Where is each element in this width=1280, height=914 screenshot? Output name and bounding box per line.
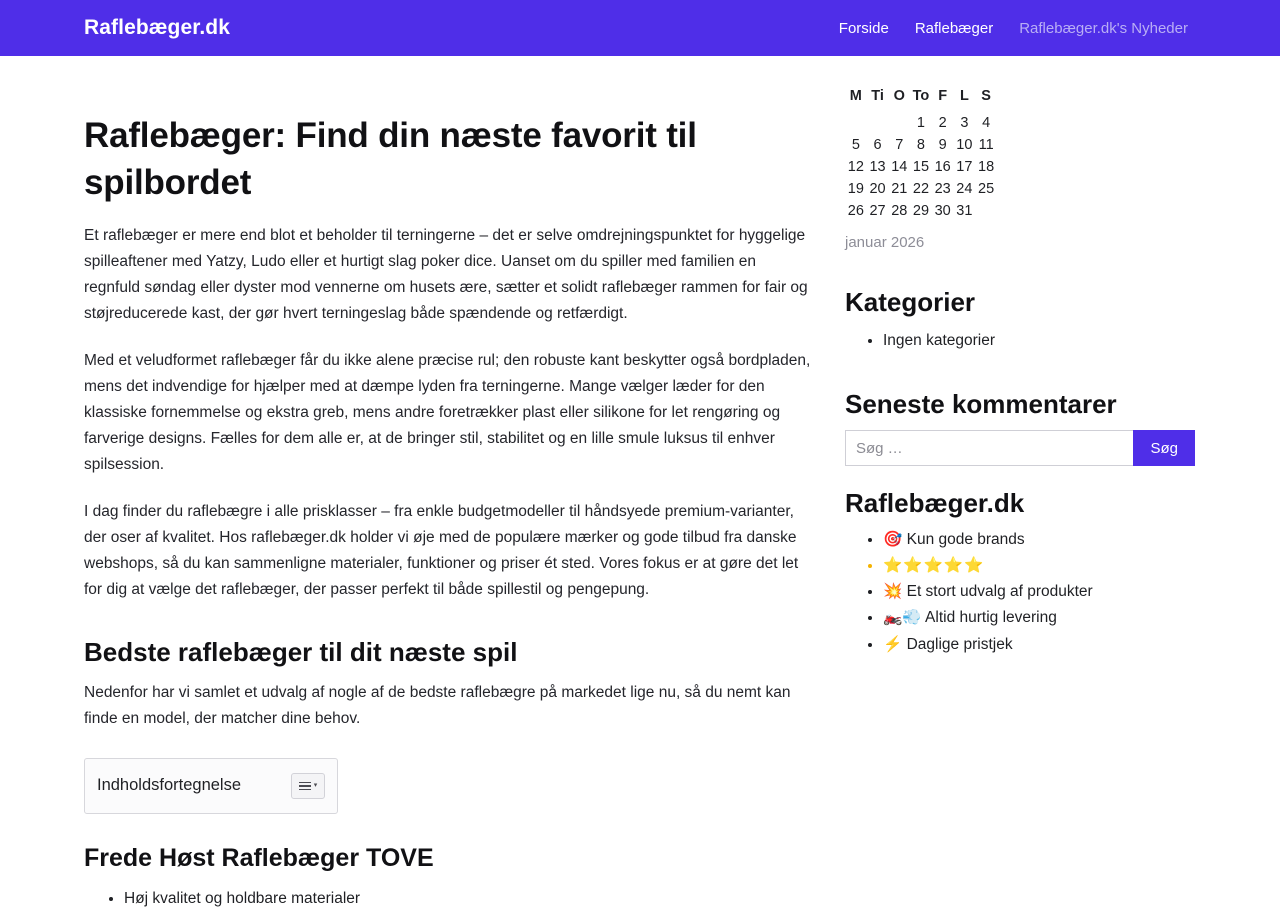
calendar-table [845,86,997,222]
calendar-day: 1 [916,115,925,131]
section-heading-bedste: Bedste raflebæger til dit næste spil [84,636,518,667]
search-button[interactable]: Søg [1133,430,1195,466]
calendar-day: 31 [956,203,973,219]
calendar-week-row [845,200,997,222]
list-item: • 🏍️💨 Altid hurtig levering [883,605,1195,630]
site-header [0,0,1280,56]
site-brand-link[interactable]: Raflebæger.dk [84,16,231,39]
list-item: • ⚡ Daglige pristjek [883,632,1195,657]
calendar-day: 21 [891,181,908,197]
calendar-weekday: To [912,88,930,104]
calendar-day: 19 [847,181,864,197]
calendar-day: 23 [934,181,951,197]
calendar-widget [845,86,1195,251]
widget-title-kategorier: Kategorier [845,287,976,317]
calendar-weekday: Ti [871,88,884,104]
calendar-day: 24 [956,181,973,197]
list-item: • 💥 Et stort udvalg af produkter [883,579,1195,604]
usp-list [845,527,1195,657]
calendar-day: 2 [938,115,947,131]
calendar-day: 17 [956,159,973,175]
list-item: • Ingen kategorier [883,328,1195,353]
intro-paragraph-2: Med et veludformet raflebæger får du ikke alene præcise rul; den robuste kant beskytter også bordpladen, mens det indvendige for hjælper med at dæmpe lyden fra terningerne. Mange vælger læder for den klassiske fornemmelse og ekstra greb, mens andre foretrækker plast eller silikone for let rengøring og farverige designs. Fælles for dem alle er, at de bringer stil, stabilitet og en lille smule luksus til enhver spilsession. [84,351,811,473]
page-layout [0,56,1280,914]
calendar-day: 26 [847,203,864,219]
calendar-day: 22 [912,181,930,197]
search-input[interactable] [845,430,1133,466]
calendar-day: 6 [873,137,882,153]
calendar-week-row [845,112,997,134]
widget-title-brand: Raflebæger.dk [845,488,1025,519]
calendar-month-caption: januar 2026 [845,234,925,251]
table-of-contents-box [84,758,338,814]
calendar-header-row [845,86,997,112]
calendar-day: 9 [938,137,947,153]
intro-paragraph-3: I dag finder du raflebægre i alle prisklasser – fra enkle budgetmodeller til håndsyede premium-varianter, der oser af kvalitet. Hos raflebæger.dk holder vi øje med de populære mærker og gode tilbud fra danske webshops, så du kan sammenligne materialer, funktioner og priser ét sted. Vores fokus er at gøre det let for dig at vælge det raflebæger, der passer perfekt til både spillestil og pengepung. [84,502,799,598]
toc-toggle-button[interactable] [291,773,325,799]
list-item: • Høj kvalitet og holdbare materialer [124,885,815,912]
calendar-day: 8 [916,137,925,153]
calendar-day: 13 [869,159,886,175]
calendar-day: 28 [891,203,908,219]
search-form [845,430,1195,466]
nav-item-nyheder[interactable]: Raflebæger.dk's Nyheder [1019,19,1188,37]
calendar-day: 4 [982,115,991,131]
calendar-day: 15 [912,159,930,175]
calendar-day: 12 [847,159,864,175]
calendar-day: 14 [891,159,908,175]
nav-item-forside[interactable]: Forside [838,19,889,37]
nav-item-raflebaeger[interactable]: Raflebæger [914,19,994,37]
calendar-day: 29 [912,203,930,219]
calendar-week-row [845,178,997,200]
calendar-day: 27 [869,203,886,219]
list-item-rating: • ⭐⭐⭐⭐⭐ [883,553,1195,578]
categories-list [845,328,1195,353]
chevron-down-icon: ▾ [313,782,318,790]
calendar-day: 16 [934,159,951,175]
page-title: Raflebæger: Find din næste favorit til spilbordet [84,116,697,203]
calendar-day: 20 [869,181,886,197]
calendar-day: 7 [895,137,904,153]
calendar-day: 25 [978,181,995,197]
calendar-day: 3 [960,115,969,131]
calendar-day: 11 [978,137,994,153]
widget-title-kommentarer: Seneste kommentarer [845,389,1117,420]
calendar-weekday: S [981,88,991,104]
product-heading: Frede Høst Raflebæger TOVE [84,843,434,872]
section-paragraph: Nedenfor har vi samlet et udvalg af nogle af de bedste raflebægre på markedet lige nu, så du nemt kan finde en model, der matcher dine behov. [84,683,791,727]
calendar-day [845,112,867,134]
calendar-weekday: L [959,88,969,104]
calendar-weekday: F [938,88,948,104]
sidebar [845,56,1195,658]
product-feature-list [84,885,815,912]
calendar-day: 5 [851,137,860,153]
main-content [84,56,815,914]
calendar-day: 30 [934,203,951,219]
calendar-day: 10 [956,137,973,153]
list-item: • 🎯 Kun gode brands [883,527,1195,552]
list-icon [299,782,311,791]
main-navigation [839,20,1188,37]
calendar-weekday: M [849,88,862,104]
calendar-day [867,112,889,134]
calendar-day: 18 [978,159,995,175]
table-of-contents-title: Indholdsfortegnelse [97,776,242,795]
calendar-day [975,200,997,222]
intro-paragraph-1: Et raflebæger er mere end blot et beholder til terningerne – det er selve omdrejningspunktet for hyggelige spilleaftener med Yatzy, Ludo eller et hurtigt slag poker dice. Uanset om du spiller med familien en regnfuld søndag eller dyster mod vennerne om husets ære, sætter et solidt raflebæger rammen for fair og støjreducerede kast, der gør hvert terningeslag både spændende og retfærdigt. [84,226,808,322]
calendar-day [888,112,910,134]
calendar-week-row [845,156,997,178]
calendar-weekday: O [893,88,905,104]
calendar-week-row [845,134,997,156]
